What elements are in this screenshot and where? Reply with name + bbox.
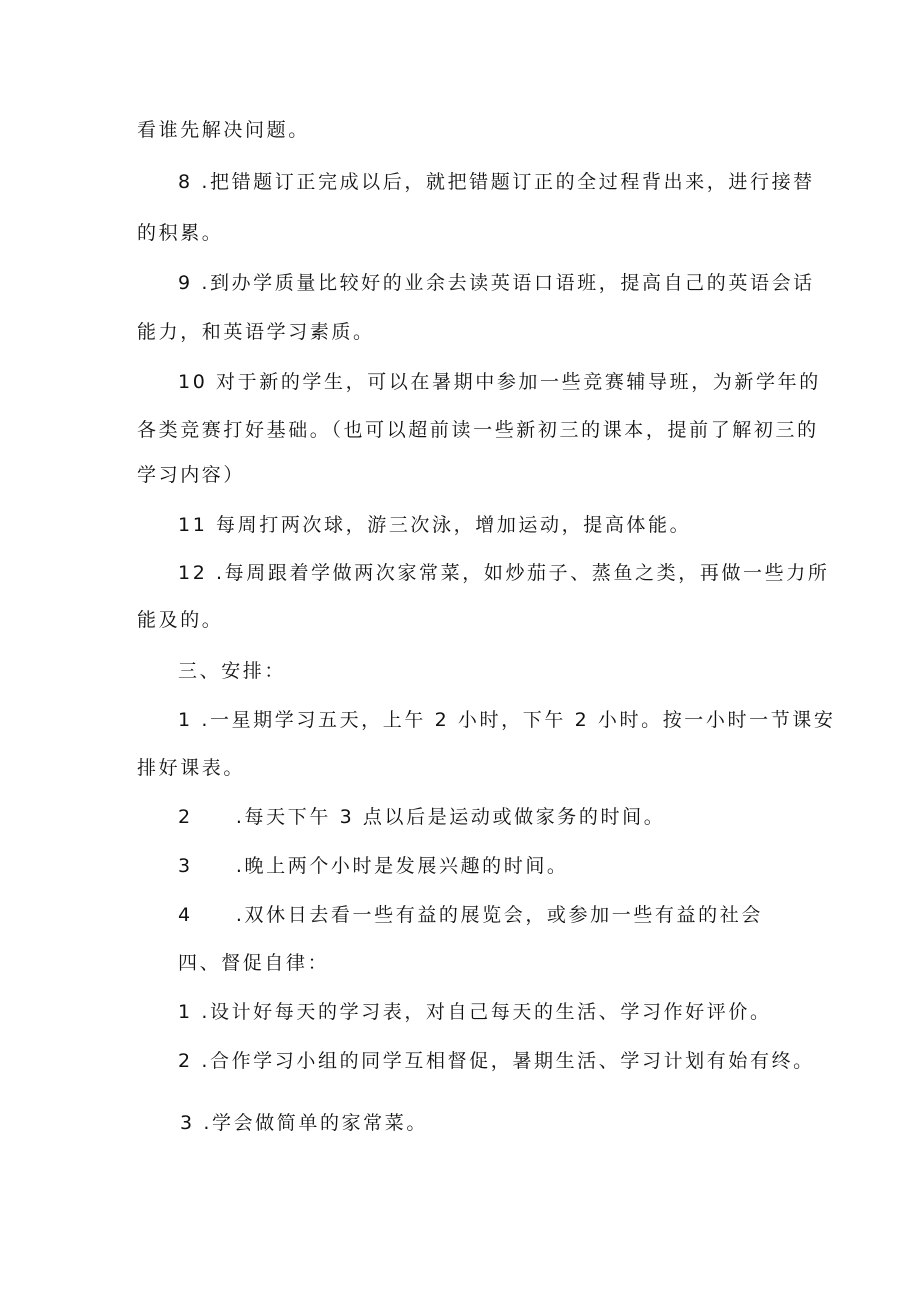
paragraph-line: 8 .把错题订正完成以后，就把错题订正的全过程背出来，进行接替: [178, 171, 815, 193]
paragraph-line: 12 .每周跟着学做两次家常菜，如炒茄子、蒸鱼之类，再做一些力所: [178, 562, 830, 584]
paragraph-line: 能力，和英语学习素质。: [137, 321, 375, 343]
paragraph-line: 学习内容）: [137, 464, 246, 486]
paragraph-line: 10 对于新的学生，可以在暑期中参加一些竞赛辅导班，为新学年的: [178, 371, 821, 393]
paragraph-line: 看谁先解决问题。: [137, 119, 310, 141]
paragraph-line: 能及的。: [137, 609, 224, 631]
paragraph-line: 各类竞赛打好基础。（也可以超前读一些新初三的课本，提前了解初三的: [137, 419, 819, 441]
paragraph-line: 1 .设计好每天的学习表，对自己每天的生活、学习作好评价。: [178, 1001, 772, 1023]
section-heading: 三、安排：: [178, 660, 287, 682]
paragraph-line: 1 .一星期学习五天，上午 2 小时，下午 2 小时。按一小时一节课安: [178, 709, 836, 731]
paragraph-line: 3 .晚上两个小时是发展兴趣的时间。: [178, 855, 569, 877]
section-heading: 四、督促自律：: [178, 952, 330, 974]
paragraph-line: 排好课表。: [137, 757, 246, 779]
paragraph-line: 4 .双休日去看一些有益的展览会，或参加一些有益的社会: [178, 904, 763, 926]
paragraph-line: 11 每周打两次球，游三次泳，增加运动，提高体能。: [178, 514, 692, 536]
paragraph-line: 2 .合作学习小组的同学互相督促，暑期生活、学习计划有始有终。: [178, 1050, 815, 1072]
paragraph-line: 的积累。: [137, 222, 224, 244]
paragraph-line: 3 .学会做简单的家常菜。: [180, 1112, 428, 1134]
paragraph-line: 9 .到办学质量比较好的业余去读英语口语班，提高自己的英语会话: [178, 272, 815, 294]
paragraph-line: 2 .每天下午 3 点以后是运动或做家务的时间。: [178, 806, 666, 828]
